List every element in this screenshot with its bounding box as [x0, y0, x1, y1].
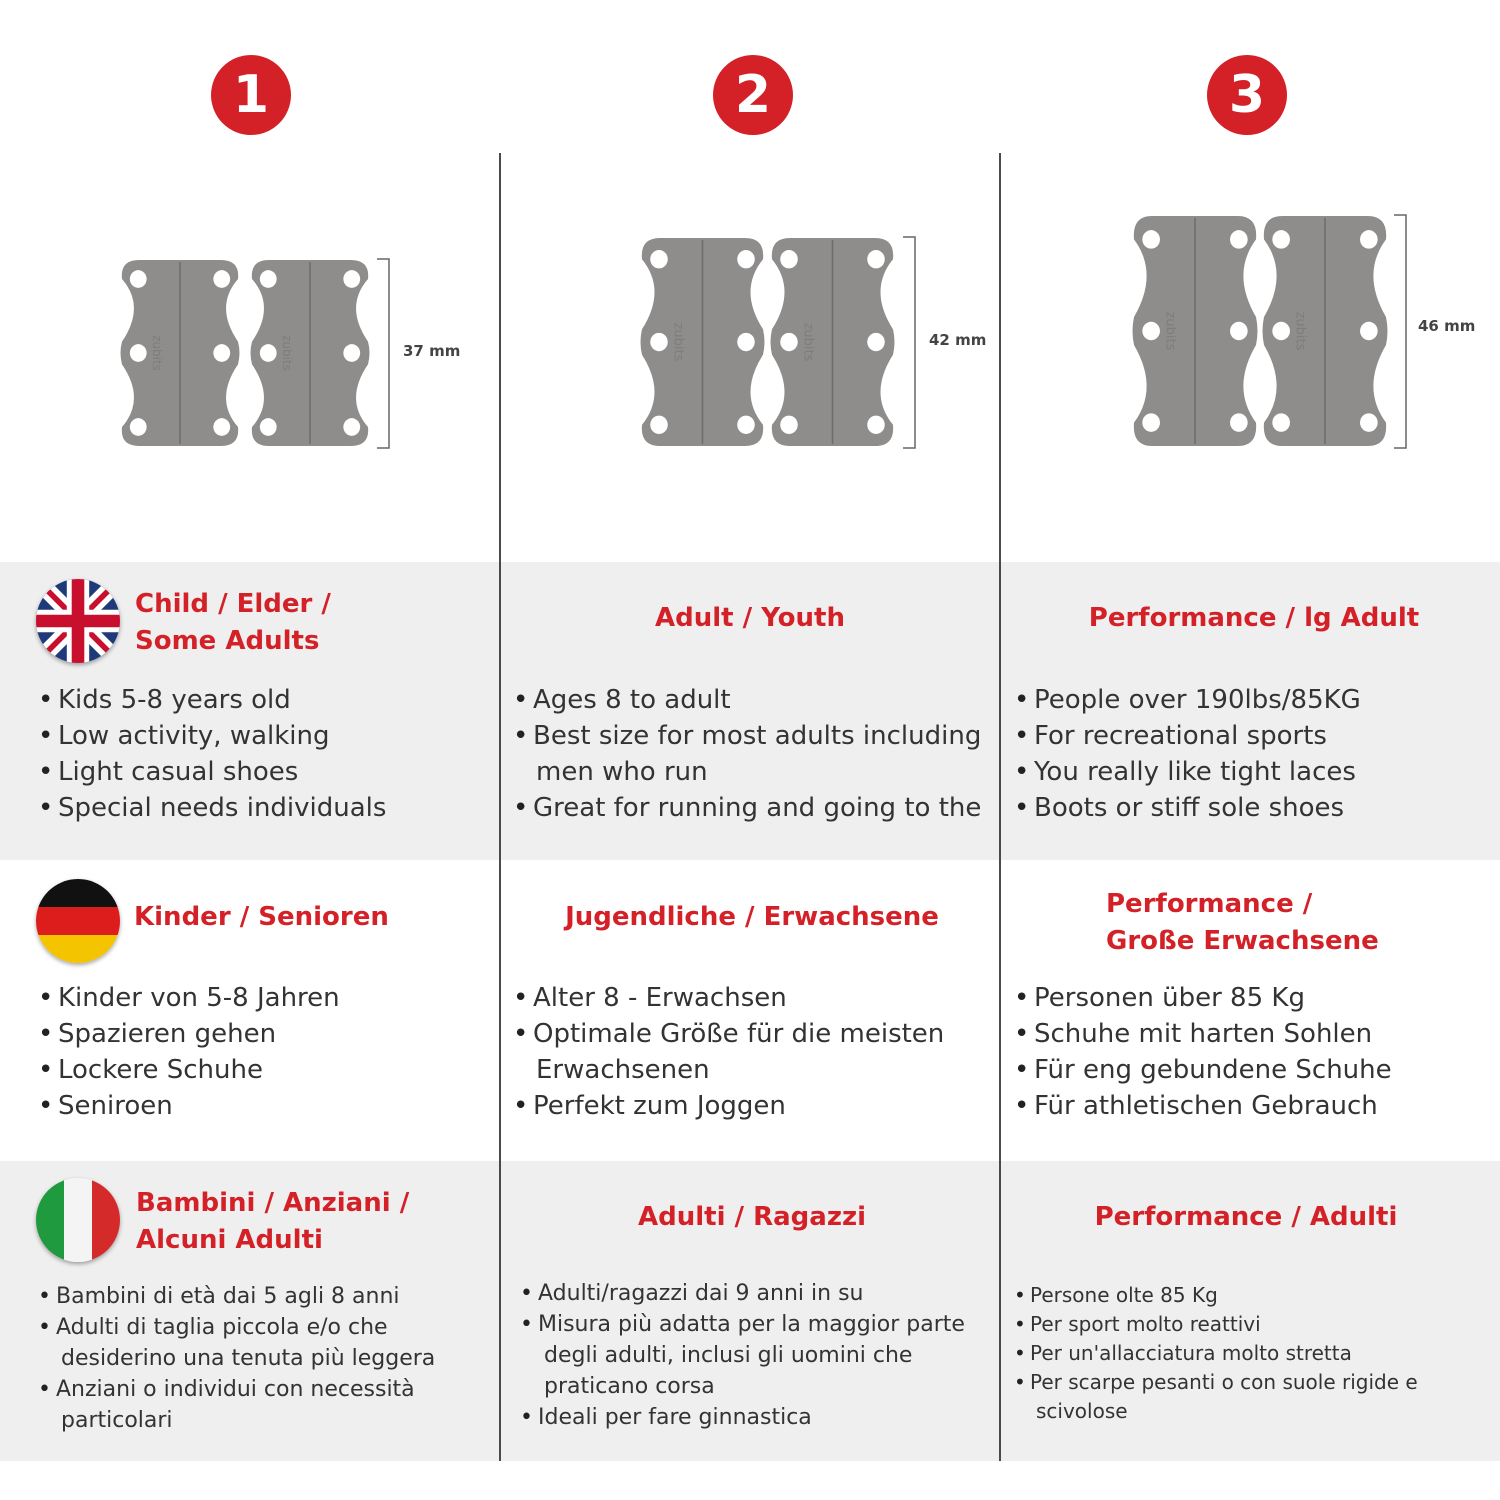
- magnet-hole: [780, 250, 798, 268]
- list-item: • Boots or stiff sole shoes: [1012, 790, 1361, 826]
- it-title-col1: Bambini / Anziani / Alcuni Adulti: [136, 1188, 410, 1255]
- magnet-hole: [1272, 230, 1290, 249]
- magnet-hole: [737, 250, 755, 268]
- en-bullets-col2: [511, 682, 981, 826]
- magnet-hole: [867, 250, 885, 268]
- list-item: • Spazieren gehen: [36, 1016, 340, 1052]
- list-item: • Adulti di taglia piccola e/o che desiderino una tenuta più leggera: [36, 1312, 435, 1374]
- list-item: • Light casual shoes: [36, 754, 386, 790]
- it-title-col2: Adulti / Ragazzi: [638, 1202, 866, 1232]
- dimension-label-3: 46 mm: [1418, 317, 1476, 335]
- magnet-hole: [343, 344, 360, 362]
- magnet-brand-text: zubits: [1162, 311, 1178, 351]
- list-item: • Perfekt zum Joggen: [511, 1088, 944, 1124]
- magnet-pair-size-2b: [770, 236, 895, 448]
- italy-flag-icon: [36, 1178, 120, 1262]
- magnet-hole: [343, 418, 360, 436]
- magnet-pair-size-1b: [250, 258, 370, 448]
- list-item: • Für athletischen Gebrauch: [1012, 1088, 1392, 1124]
- magnet-pair-size-3: [1132, 214, 1258, 448]
- magnet-hole: [1142, 413, 1160, 432]
- magnet-hole: [343, 270, 360, 288]
- de-title-col2: Jugendliche / Erwachsene: [565, 902, 939, 932]
- de-title-col1: Kinder / Senioren: [134, 902, 389, 932]
- list-item: • Persone olte 85 Kg: [1012, 1281, 1418, 1310]
- it-bullets-col2: [518, 1278, 965, 1433]
- de-bullets-col3: [1012, 980, 1392, 1124]
- en-title-col3: Performance / lg Adult: [1088, 603, 1420, 633]
- list-item: • You really like tight laces: [1012, 754, 1361, 790]
- list-item: • Special needs individuals: [36, 790, 386, 826]
- list-item: • Ideali per fare ginnastica: [518, 1402, 965, 1433]
- magnet-hole: [780, 416, 798, 434]
- magnet-pair-size-3b: [1262, 214, 1388, 448]
- magnet-hole: [1272, 322, 1290, 341]
- size-number-2: 2: [713, 55, 793, 135]
- magnet-hole: [650, 416, 668, 434]
- magnet-hole: [260, 270, 277, 288]
- magnet-hole: [1360, 230, 1378, 249]
- list-item: • Kids 5-8 years old: [36, 682, 386, 718]
- magnet-brand-text: zubits: [670, 322, 686, 362]
- size-number-3: 3: [1207, 55, 1287, 135]
- list-item: • Anziani o individui con necessità particolari: [36, 1374, 435, 1436]
- list-item: • For recreational sports: [1012, 718, 1361, 754]
- list-item: • Lockere Schuhe: [36, 1052, 340, 1088]
- magnet-hole: [867, 416, 885, 434]
- magnet-hole: [1230, 413, 1248, 432]
- magnet-hole: [737, 333, 755, 351]
- magnet-brand-text: zubits: [150, 335, 164, 371]
- magnet-hole: [737, 416, 755, 434]
- magnet-hole: [130, 270, 147, 288]
- magnet-hole: [650, 250, 668, 268]
- list-item: • People over 190lbs/85KG: [1012, 682, 1361, 718]
- list-item: • Adulti/ragazzi dai 9 anni in su: [518, 1278, 965, 1309]
- list-item: • Per scarpe pesanti o con suole rigide e scivolose: [1012, 1368, 1418, 1426]
- list-item: • Bambini di età dai 5 agli 8 anni: [36, 1281, 435, 1312]
- magnet-hole: [1142, 230, 1160, 249]
- magnet-hole: [1230, 322, 1248, 341]
- list-item: • Für eng gebundene Schuhe: [1012, 1052, 1392, 1088]
- magnet-hole: [213, 344, 230, 362]
- dimension-bracket-2: [902, 236, 918, 450]
- magnet-brand-text: zubits: [1292, 311, 1308, 351]
- magnet-hole: [780, 333, 798, 351]
- magnet-hole: [130, 418, 147, 436]
- magnet-hole: [1230, 230, 1248, 249]
- it-bullets-col1: [36, 1281, 435, 1436]
- magnet-pair-size-1: [120, 258, 240, 448]
- magnet-hole: [1142, 322, 1160, 341]
- en-bullets-col1: [36, 682, 386, 826]
- germany-flag-icon: [36, 879, 120, 963]
- magnet-brand-text: zubits: [800, 322, 816, 362]
- dimension-label-2: 42 mm: [929, 331, 987, 349]
- magnet-hole: [130, 344, 147, 362]
- list-item: • Per sport molto reattivi: [1012, 1310, 1418, 1339]
- magnet-brand-text: zubits: [280, 335, 294, 371]
- de-bullets-col2: [511, 980, 944, 1124]
- it-bullets-col3: [1012, 1281, 1418, 1426]
- magnet-hole: [1360, 322, 1378, 341]
- magnet-hole: [213, 270, 230, 288]
- de-title-col3: Performance / Große Erwachsene: [1106, 889, 1379, 956]
- en-bullets-col3: [1012, 682, 1361, 826]
- magnet-hole: [650, 333, 668, 351]
- list-item: • Personen über 85 Kg: [1012, 980, 1392, 1016]
- uk-flag-icon: [36, 579, 120, 663]
- de-bullets-col1: [36, 980, 340, 1124]
- magnet-hole: [1360, 413, 1378, 432]
- magnet-hole: [260, 344, 277, 362]
- list-item: • Per un'allacciatura molto stretta: [1012, 1339, 1418, 1368]
- magnet-hole: [867, 333, 885, 351]
- magnet-hole: [260, 418, 277, 436]
- list-item: • Optimale Größe für die meisten Erwachsenen: [511, 1016, 944, 1088]
- list-item: • Great for running and going to the: [511, 790, 981, 826]
- en-title-col1: Child / Elder / Some Adults: [135, 589, 331, 656]
- list-item: • Kinder von 5-8 Jahren: [36, 980, 340, 1016]
- magnet-hole: [213, 418, 230, 436]
- list-item: • Low activity, walking: [36, 718, 386, 754]
- magnet-pair-size-2: [640, 236, 765, 448]
- dimension-bracket-1: [376, 258, 392, 450]
- it-title-col3: Performance / Adulti: [1094, 1202, 1398, 1232]
- list-item: • Seniroen: [36, 1088, 340, 1124]
- list-item: • Ages 8 to adult: [511, 682, 981, 718]
- dimension-bracket-3: [1393, 214, 1409, 450]
- list-item: • Schuhe mit harten Sohlen: [1012, 1016, 1392, 1052]
- dimension-label-1: 37 mm: [403, 342, 461, 360]
- size-number-1: 1: [211, 55, 291, 135]
- magnet-hole: [1272, 413, 1290, 432]
- list-item: • Alter 8 - Erwachsen: [511, 980, 944, 1016]
- en-title-col2: Adult / Youth: [655, 603, 845, 633]
- list-item: • Misura più adatta per la maggior parte degli adulti, inclusi gli uomini che praticano corsa: [518, 1309, 965, 1402]
- list-item: • Best size for most adults including men who run: [511, 718, 981, 790]
